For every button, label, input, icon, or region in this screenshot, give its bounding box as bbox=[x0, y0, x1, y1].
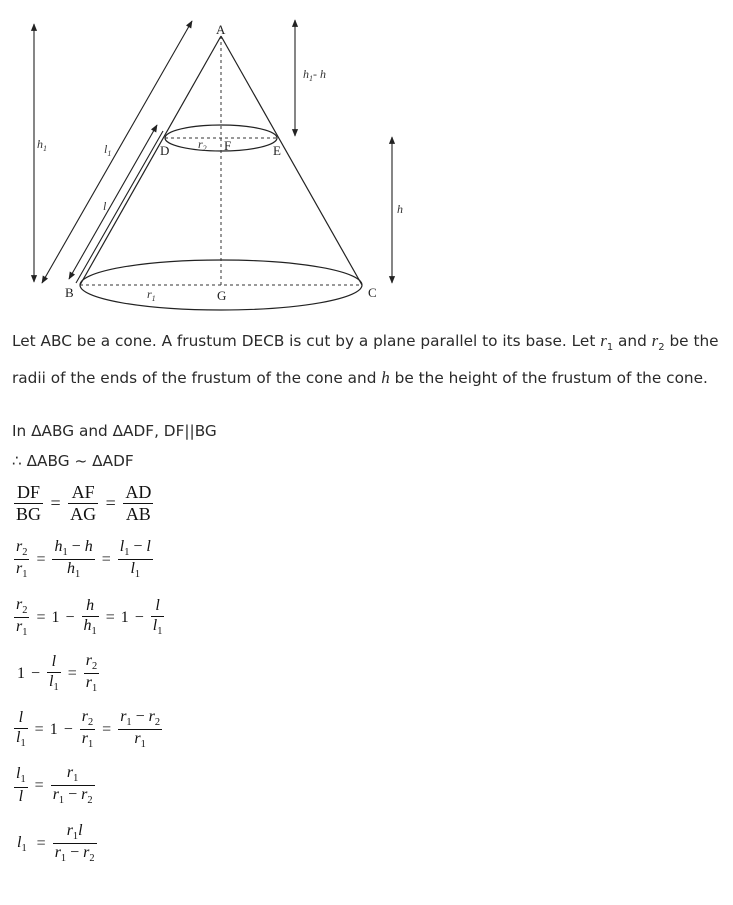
l1-arrow bbox=[42, 21, 192, 283]
h1-label: $h_1$ bbox=[37, 137, 47, 153]
point-e-label: E bbox=[273, 143, 281, 158]
l-arrow bbox=[69, 125, 157, 279]
equation-l1-result: $l_1$ = $\frac{r_1l}{r_1 - r_2}$ bbox=[17, 822, 95, 865]
equation-one-minus: $\frac{r_2}{r_1}$ = 1 − $\frac{h}{h_1}$ = 1 − $\frac{l}{l_1}$ bbox=[16, 596, 163, 639]
similarity-statement: ∴ ΔABG ~ ΔADF bbox=[12, 452, 134, 470]
equation-l-over-l1: $\frac{l}{l_1}$ = 1 − $\frac{r_2}{r_1}$ = $\frac{r_1 - r_2}{r_1}$ bbox=[16, 708, 161, 751]
h1-minus-h-label: $h_1-$ h bbox=[303, 67, 326, 83]
point-a-label: A bbox=[216, 22, 226, 37]
equation-ratio-r2-r1: $\frac{r_2}{r_1}$ = $\frac{h_1 - h}{h_1}$ = $\frac{l_1 - l}{l_1}$ bbox=[16, 538, 151, 581]
intro-paragraph: Let ABC be a cone. A frustum DECB is cut by a plane parallel to its base. Let $r_1$ and $r_2$ be the radii of the ends of the frustum of the cone and h be the height of the frustum of the cone. bbox=[12, 331, 719, 388]
equation-ratio-sides: $\frac{DF}{BG}$ = $\frac{AF}{AG}$ = $\frac{AD}{AB}$ bbox=[16, 482, 152, 524]
r2-label: $r_2$ bbox=[198, 137, 207, 153]
equation-rearranged: 1 − $\frac{l}{l_1}$ = $\frac{r_2}{r_1}$ bbox=[17, 652, 98, 695]
triangles-statement: In ΔABG and ΔADF, DF||BG bbox=[12, 422, 217, 440]
l-label: l bbox=[103, 199, 107, 213]
l1-label: $l_1$ bbox=[104, 142, 112, 158]
point-g-label: G bbox=[217, 288, 227, 303]
cone-side-ab bbox=[80, 36, 221, 285]
point-d-label: D bbox=[160, 143, 170, 158]
cone-side-ac bbox=[221, 36, 362, 285]
h-label: h bbox=[397, 202, 403, 216]
point-f-label: F bbox=[224, 138, 232, 153]
r1-label: $r_1$ bbox=[147, 287, 156, 303]
l-arrow-inner bbox=[76, 131, 163, 283]
cone-frustum-diagram bbox=[0, 0, 733, 320]
equation-l1-over-l: $\frac{l_1}{l}$ = $\frac{r_1}{r_1 - r_2}$ bbox=[16, 764, 93, 807]
point-b-label: B bbox=[65, 285, 74, 300]
point-c-label: C bbox=[368, 285, 377, 300]
